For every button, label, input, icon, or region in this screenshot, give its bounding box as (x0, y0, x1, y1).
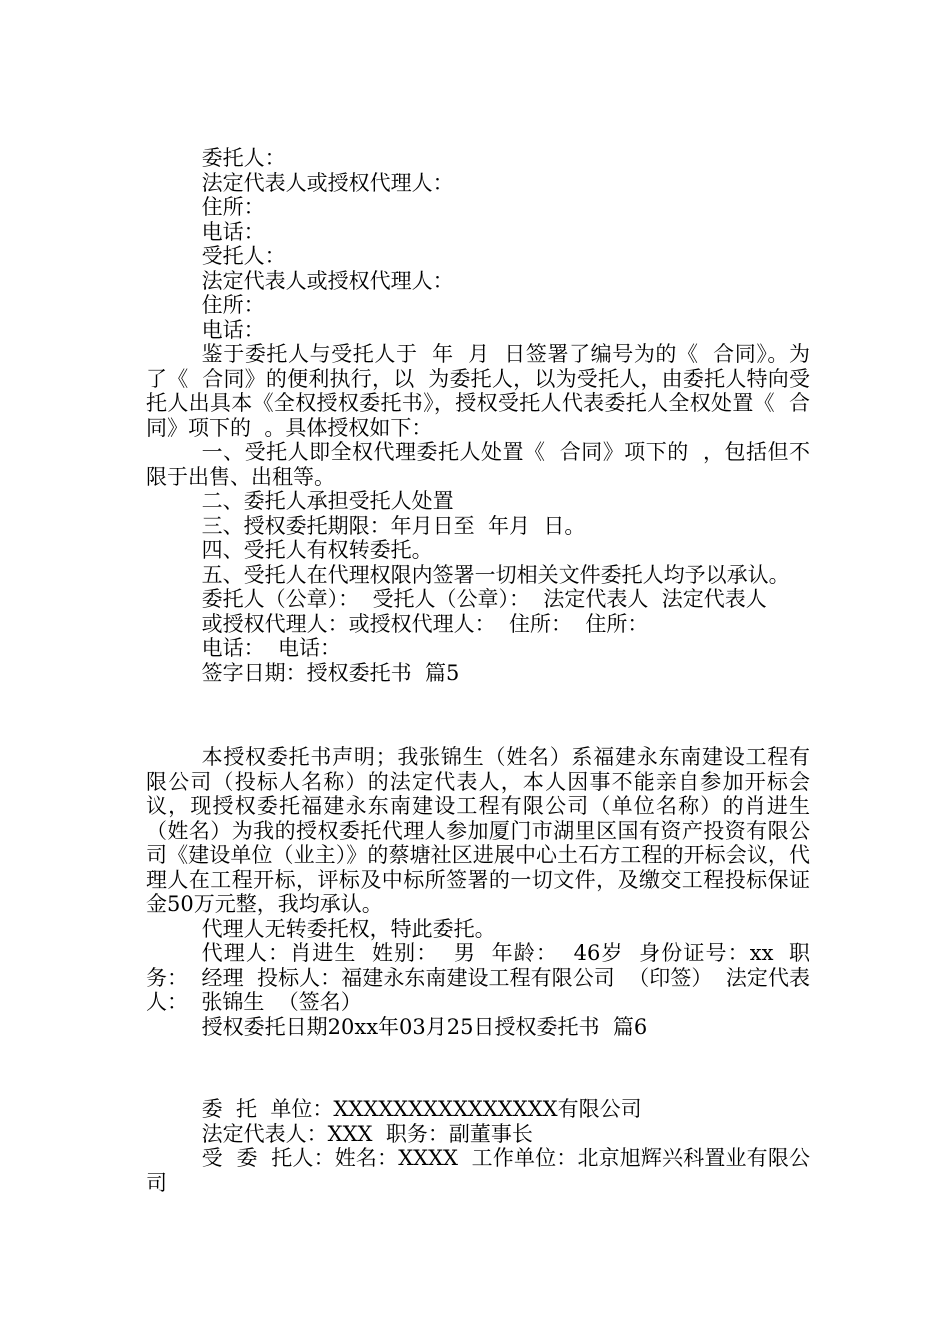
clause-2: 二、委托人承担受托人处置 (201, 489, 454, 513)
agent-address-line: 住所： (201, 293, 265, 317)
principal-address-line: 住所： (201, 195, 265, 219)
declaration-paragraph: 本授权委托书声明；我张锦生（姓名）系福建永东南建设工程有限公司（投标人名称）的法定代表人，本人因事不能亲自参加开标会议，现授权委托福建永东南建设工程有限公司（单位名称）的肖进生（姓名）为我的授权委托代理人参加厦门市湖里区国有资产投资有限公司《建设单位（业主）》的蔡塘社区进展中心土石方工程的开标会议，代理人在工程开标，评标及中标所签署的一切文件，及缴交工程投标保证金50万元整，我均承认。 (146, 745, 810, 916)
section-spacer (146, 1039, 810, 1097)
agent-phone-line: 电话： (201, 317, 265, 342)
no-subdelegation-line: 代理人无转委托权，特此委托。 (201, 916, 496, 941)
clause-3: 三、授权委托期限：年月日至 年月 日。 (201, 513, 586, 538)
agent-line: 受托人： (201, 244, 286, 268)
agent-representative-line: 法定代表人或授权代理人： (201, 268, 454, 293)
principal-phone-line: 电话： (201, 219, 265, 244)
authorization-paragraph: 鉴于委托人与受托人于 年 月 日签署了编号为的《 合同》。为了《 合同》的便利执行，以 为委托人，以为受托人，由委托人特向受托人出具本《全权授权委托书》，授权受托人代表委托人全权处置《 合同》项下的 。具体授权如下： (146, 342, 810, 440)
signature-seals-line: 委托人（公章）： 受托人（公章）： 法定代表人 法定代表人 (201, 587, 767, 611)
signature-date-line: 签字日期：授权委托书 篇5 (201, 660, 460, 685)
signature-phone-line: 电话： 电话： (201, 636, 341, 660)
section-spacer (146, 685, 810, 745)
agent-details-paragraph: 代理人：肖进生 姓别： 男 年龄： 46岁 身份证号：xx 职务： 经理 投标人：福建永东南建设工程有限公司 （印签） 法定代表人： 张锦生 （签名） (146, 941, 810, 1014)
clause-1: 一、受托人即全权代理委托人处置《 合同》项下的 ，包括但不限于出售、出租等。 (146, 440, 810, 489)
signature-agents-line: 或授权代理人：或授权代理人： 住所： 住所： (201, 611, 649, 636)
legal-representative-line: 法定代表人：XXX 职务：副董事长 (201, 1121, 533, 1146)
principal-representative-line: 法定代表人或授权代理人： (201, 170, 454, 195)
entrusted-person-line: 受 委 托人：姓名：XXXX 工作单位：北京旭辉兴科置业有限公司 (146, 1146, 810, 1195)
entrusting-unit-line: 委 托 单位：XXXXXXXXXXXXXXX有限公司 (201, 1097, 642, 1121)
document-body (146, 146, 810, 1195)
clause-4: 四、受托人有权转委托。 (201, 538, 433, 562)
authorization-date-line: 授权委托日期20xx年03月25日授权委托书 篇6 (201, 1014, 648, 1039)
principal-line: 委托人： (201, 146, 286, 170)
clause-5: 五、受托人在代理权限内签署一切相关文件委托人均予以承认。 (201, 562, 790, 587)
